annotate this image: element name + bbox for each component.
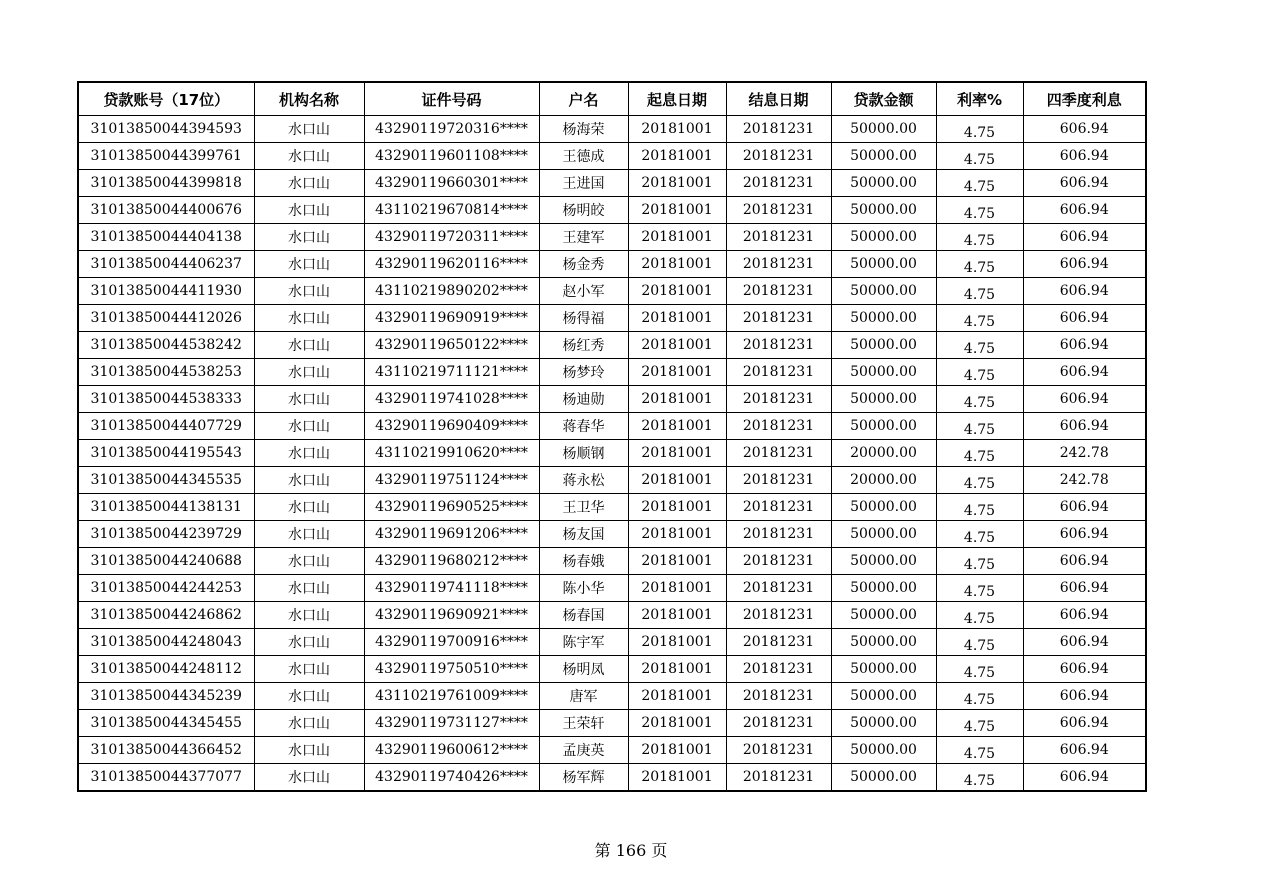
cell-q4-interest: 242.78	[1023, 467, 1146, 494]
cell-loan-account: 31013850044411930	[78, 278, 254, 305]
cell-settle-date: 20181231	[726, 143, 831, 170]
cell-q4-interest: 606.94	[1023, 413, 1146, 440]
cell-settle-date: 20181231	[726, 683, 831, 710]
interest-rate-value: 4.75	[963, 314, 996, 330]
table-row	[78, 764, 1146, 792]
interest-rate-value: 4.75	[963, 233, 996, 249]
cell-loan-amount: 50000.00	[831, 251, 936, 278]
cell-settle-date: 20181231	[726, 602, 831, 629]
cell-interest-rate	[936, 440, 1023, 467]
cell-institution: 水口山	[254, 575, 364, 602]
cell-interest-rate	[936, 467, 1023, 494]
cell-start-date: 20181001	[628, 116, 726, 143]
cell-q4-interest: 606.94	[1023, 332, 1146, 359]
table-row	[78, 413, 1146, 440]
header-institution: 机构名称	[254, 82, 364, 116]
cell-loan-amount: 50000.00	[831, 224, 936, 251]
table-row	[78, 467, 1146, 494]
cell-id-number: 43290119650122****	[364, 332, 539, 359]
cell-settle-date: 20181231	[726, 359, 831, 386]
cell-q4-interest: 606.94	[1023, 224, 1146, 251]
cell-institution: 水口山	[254, 521, 364, 548]
table-row	[78, 251, 1146, 278]
cell-institution: 水口山	[254, 359, 364, 386]
cell-loan-amount: 50000.00	[831, 413, 936, 440]
table-row	[78, 575, 1146, 602]
cell-id-number: 43290119660301****	[364, 170, 539, 197]
table-row	[78, 710, 1146, 737]
cell-id-number: 43110219670814****	[364, 197, 539, 224]
cell-settle-date: 20181231	[726, 440, 831, 467]
cell-start-date: 20181001	[628, 521, 726, 548]
cell-account-name: 王建军	[539, 224, 628, 251]
cell-interest-rate	[936, 548, 1023, 575]
cell-interest-rate	[936, 116, 1023, 143]
cell-interest-rate	[936, 386, 1023, 413]
header-q4-interest: 四季度利息	[1023, 82, 1146, 116]
cell-id-number: 43290119751124****	[364, 467, 539, 494]
cell-id-number: 43110219711121****	[364, 359, 539, 386]
interest-rate-value: 4.75	[963, 557, 996, 573]
cell-settle-date: 20181231	[726, 386, 831, 413]
interest-rate-value: 4.75	[963, 206, 996, 222]
table-row	[78, 737, 1146, 764]
cell-interest-rate	[936, 170, 1023, 197]
cell-institution: 水口山	[254, 494, 364, 521]
cell-id-number: 43110219890202****	[364, 278, 539, 305]
cell-id-number: 43110219910620****	[364, 440, 539, 467]
cell-interest-rate	[936, 683, 1023, 710]
cell-start-date: 20181001	[628, 656, 726, 683]
cell-loan-amount: 50000.00	[831, 494, 936, 521]
cell-loan-account: 31013850044248043	[78, 629, 254, 656]
cell-q4-interest: 606.94	[1023, 656, 1146, 683]
cell-start-date: 20181001	[628, 278, 726, 305]
cell-loan-account: 31013850044407729	[78, 413, 254, 440]
cell-account-name: 蒋永松	[539, 467, 628, 494]
cell-institution: 水口山	[254, 305, 364, 332]
cell-institution: 水口山	[254, 116, 364, 143]
cell-start-date: 20181001	[628, 467, 726, 494]
interest-rate-value: 4.75	[963, 584, 996, 600]
cell-account-name: 杨明皎	[539, 197, 628, 224]
cell-loan-amount: 50000.00	[831, 305, 936, 332]
header-loan-account: 贷款账号（17位）	[78, 82, 254, 116]
cell-settle-date: 20181231	[726, 278, 831, 305]
cell-institution: 水口山	[254, 440, 364, 467]
cell-q4-interest: 606.94	[1023, 116, 1146, 143]
cell-account-name: 杨金秀	[539, 251, 628, 278]
cell-loan-amount: 50000.00	[831, 710, 936, 737]
cell-loan-account: 31013850044244253	[78, 575, 254, 602]
cell-loan-account: 31013850044538242	[78, 332, 254, 359]
cell-institution: 水口山	[254, 467, 364, 494]
cell-start-date: 20181001	[628, 575, 726, 602]
cell-settle-date: 20181231	[726, 656, 831, 683]
cell-institution: 水口山	[254, 332, 364, 359]
cell-id-number: 43290119620116****	[364, 251, 539, 278]
cell-q4-interest: 606.94	[1023, 143, 1146, 170]
cell-loan-account: 31013850044138131	[78, 494, 254, 521]
cell-interest-rate	[936, 359, 1023, 386]
header-start-date: 起息日期	[628, 82, 726, 116]
cell-settle-date: 20181231	[726, 467, 831, 494]
interest-rate-value: 4.75	[963, 287, 996, 303]
cell-loan-amount: 20000.00	[831, 467, 936, 494]
cell-interest-rate	[936, 764, 1023, 792]
interest-rate-value: 4.75	[963, 449, 996, 465]
cell-q4-interest: 606.94	[1023, 602, 1146, 629]
cell-settle-date: 20181231	[726, 251, 831, 278]
interest-rate-value: 4.75	[963, 341, 996, 357]
cell-start-date: 20181001	[628, 413, 726, 440]
cell-start-date: 20181001	[628, 305, 726, 332]
cell-id-number: 43290119720316****	[364, 116, 539, 143]
cell-interest-rate	[936, 629, 1023, 656]
cell-id-number: 43290119601108****	[364, 143, 539, 170]
loan-interest-table	[77, 81, 1147, 792]
cell-loan-account: 31013850044345535	[78, 467, 254, 494]
cell-settle-date: 20181231	[726, 305, 831, 332]
cell-q4-interest: 606.94	[1023, 575, 1146, 602]
cell-loan-account: 31013850044345239	[78, 683, 254, 710]
table-row	[78, 440, 1146, 467]
cell-id-number: 43290119690525****	[364, 494, 539, 521]
cell-loan-amount: 50000.00	[831, 332, 936, 359]
cell-id-number: 43290119691206****	[364, 521, 539, 548]
cell-id-number: 43290119600612****	[364, 737, 539, 764]
cell-account-name: 杨顺钢	[539, 440, 628, 467]
cell-institution: 水口山	[254, 386, 364, 413]
cell-loan-account: 31013850044399818	[78, 170, 254, 197]
cell-interest-rate	[936, 413, 1023, 440]
cell-q4-interest: 606.94	[1023, 764, 1146, 792]
cell-account-name: 王德成	[539, 143, 628, 170]
cell-settle-date: 20181231	[726, 224, 831, 251]
cell-start-date: 20181001	[628, 602, 726, 629]
cell-start-date: 20181001	[628, 683, 726, 710]
cell-interest-rate	[936, 575, 1023, 602]
cell-institution: 水口山	[254, 224, 364, 251]
table-row	[78, 629, 1146, 656]
cell-loan-account: 31013850044404138	[78, 224, 254, 251]
cell-loan-account: 31013850044366452	[78, 737, 254, 764]
cell-q4-interest: 606.94	[1023, 548, 1146, 575]
cell-loan-amount: 50000.00	[831, 548, 936, 575]
cell-loan-amount: 20000.00	[831, 440, 936, 467]
page-number: 第 166 页	[594, 841, 668, 860]
interest-rate-value: 4.75	[963, 395, 996, 411]
cell-loan-amount: 50000.00	[831, 197, 936, 224]
cell-id-number: 43290119740426****	[364, 764, 539, 792]
cell-institution: 水口山	[254, 629, 364, 656]
cell-q4-interest: 606.94	[1023, 737, 1146, 764]
header-id-number: 证件号码	[364, 82, 539, 116]
interest-rate-value: 4.75	[963, 125, 996, 141]
cell-account-name: 赵小军	[539, 278, 628, 305]
cell-start-date: 20181001	[628, 629, 726, 656]
cell-q4-interest: 606.94	[1023, 359, 1146, 386]
cell-start-date: 20181001	[628, 494, 726, 521]
cell-institution: 水口山	[254, 197, 364, 224]
table-row	[78, 278, 1146, 305]
cell-loan-account: 31013850044246862	[78, 602, 254, 629]
cell-settle-date: 20181231	[726, 737, 831, 764]
cell-loan-amount: 50000.00	[831, 521, 936, 548]
cell-loan-account: 31013850044248112	[78, 656, 254, 683]
cell-q4-interest: 606.94	[1023, 305, 1146, 332]
cell-loan-account: 31013850044195543	[78, 440, 254, 467]
interest-rate-value: 4.75	[963, 152, 996, 168]
cell-q4-interest: 606.94	[1023, 386, 1146, 413]
cell-account-name: 唐军	[539, 683, 628, 710]
cell-id-number: 43290119700916****	[364, 629, 539, 656]
cell-id-number: 43290119690409****	[364, 413, 539, 440]
cell-q4-interest: 606.94	[1023, 629, 1146, 656]
cell-settle-date: 20181231	[726, 710, 831, 737]
table-row	[78, 521, 1146, 548]
cell-interest-rate	[936, 737, 1023, 764]
cell-loan-account: 31013850044538333	[78, 386, 254, 413]
cell-id-number: 43290119741028****	[364, 386, 539, 413]
cell-institution: 水口山	[254, 548, 364, 575]
interest-rate-value: 4.75	[963, 665, 996, 681]
cell-interest-rate	[936, 602, 1023, 629]
cell-loan-amount: 50000.00	[831, 602, 936, 629]
cell-loan-amount: 50000.00	[831, 143, 936, 170]
cell-loan-amount: 50000.00	[831, 683, 936, 710]
cell-loan-amount: 50000.00	[831, 575, 936, 602]
table-row	[78, 656, 1146, 683]
cell-interest-rate	[936, 251, 1023, 278]
cell-loan-account: 31013850044239729	[78, 521, 254, 548]
cell-start-date: 20181001	[628, 710, 726, 737]
cell-interest-rate	[936, 197, 1023, 224]
table-row	[78, 548, 1146, 575]
cell-loan-amount: 50000.00	[831, 278, 936, 305]
interest-rate-value: 4.75	[963, 368, 996, 384]
cell-q4-interest: 606.94	[1023, 251, 1146, 278]
cell-start-date: 20181001	[628, 224, 726, 251]
cell-q4-interest: 606.94	[1023, 170, 1146, 197]
cell-institution: 水口山	[254, 683, 364, 710]
cell-interest-rate	[936, 332, 1023, 359]
cell-interest-rate	[936, 710, 1023, 737]
cell-id-number: 43290119731127****	[364, 710, 539, 737]
cell-settle-date: 20181231	[726, 521, 831, 548]
cell-q4-interest: 606.94	[1023, 521, 1146, 548]
header-row	[78, 82, 1146, 116]
cell-account-name: 杨梦玲	[539, 359, 628, 386]
cell-settle-date: 20181231	[726, 764, 831, 792]
cell-interest-rate	[936, 521, 1023, 548]
cell-account-name: 陈小华	[539, 575, 628, 602]
cell-account-name: 杨迪勋	[539, 386, 628, 413]
cell-id-number: 43290119741118****	[364, 575, 539, 602]
cell-account-name: 杨红秀	[539, 332, 628, 359]
table-row	[78, 602, 1146, 629]
cell-settle-date: 20181231	[726, 197, 831, 224]
cell-institution: 水口山	[254, 710, 364, 737]
cell-loan-amount: 50000.00	[831, 116, 936, 143]
cell-account-name: 蒋春华	[539, 413, 628, 440]
cell-account-name: 王荣轩	[539, 710, 628, 737]
cell-start-date: 20181001	[628, 440, 726, 467]
cell-institution: 水口山	[254, 170, 364, 197]
cell-institution: 水口山	[254, 764, 364, 792]
cell-settle-date: 20181231	[726, 332, 831, 359]
cell-id-number: 43290119690919****	[364, 305, 539, 332]
interest-rate-value: 4.75	[963, 611, 996, 627]
interest-rate-value: 4.75	[963, 692, 996, 708]
cell-account-name: 王卫华	[539, 494, 628, 521]
cell-account-name: 杨军辉	[539, 764, 628, 792]
cell-settle-date: 20181231	[726, 413, 831, 440]
cell-id-number: 43290119690921****	[364, 602, 539, 629]
cell-start-date: 20181001	[628, 197, 726, 224]
interest-rate-value: 4.75	[963, 476, 996, 492]
cell-start-date: 20181001	[628, 548, 726, 575]
cell-loan-account: 31013850044399761	[78, 143, 254, 170]
cell-account-name: 杨春娥	[539, 548, 628, 575]
cell-start-date: 20181001	[628, 737, 726, 764]
cell-start-date: 20181001	[628, 251, 726, 278]
cell-account-name: 王进国	[539, 170, 628, 197]
cell-loan-amount: 50000.00	[831, 359, 936, 386]
table-row	[78, 494, 1146, 521]
table-row	[78, 305, 1146, 332]
cell-interest-rate	[936, 494, 1023, 521]
cell-institution: 水口山	[254, 143, 364, 170]
cell-loan-account: 31013850044412026	[78, 305, 254, 332]
interest-rate-value: 4.75	[963, 179, 996, 195]
cell-start-date: 20181001	[628, 170, 726, 197]
cell-loan-amount: 50000.00	[831, 737, 936, 764]
cell-start-date: 20181001	[628, 332, 726, 359]
cell-q4-interest: 606.94	[1023, 494, 1146, 521]
cell-loan-account: 31013850044240688	[78, 548, 254, 575]
interest-rate-value: 4.75	[963, 746, 996, 762]
cell-id-number: 43290119680212****	[364, 548, 539, 575]
cell-institution: 水口山	[254, 656, 364, 683]
table-row	[78, 170, 1146, 197]
cell-q4-interest: 242.78	[1023, 440, 1146, 467]
table-row	[78, 683, 1146, 710]
cell-id-number: 43290119720311****	[364, 224, 539, 251]
cell-interest-rate	[936, 305, 1023, 332]
cell-start-date: 20181001	[628, 764, 726, 792]
cell-account-name: 陈宇军	[539, 629, 628, 656]
cell-loan-amount: 50000.00	[831, 386, 936, 413]
cell-loan-account: 31013850044394593	[78, 116, 254, 143]
header-interest-rate: 利率%	[936, 82, 1023, 116]
cell-account-name: 杨明凤	[539, 656, 628, 683]
cell-loan-account: 31013850044400676	[78, 197, 254, 224]
table-row	[78, 332, 1146, 359]
cell-interest-rate	[936, 656, 1023, 683]
cell-institution: 水口山	[254, 278, 364, 305]
cell-settle-date: 20181231	[726, 170, 831, 197]
cell-start-date: 20181001	[628, 143, 726, 170]
interest-rate-value: 4.75	[963, 638, 996, 654]
cell-id-number: 43110219761009****	[364, 683, 539, 710]
cell-settle-date: 20181231	[726, 116, 831, 143]
header-settle-date: 结息日期	[726, 82, 831, 116]
cell-q4-interest: 606.94	[1023, 197, 1146, 224]
cell-institution: 水口山	[254, 737, 364, 764]
cell-loan-account: 31013850044345455	[78, 710, 254, 737]
interest-rate-value: 4.75	[963, 719, 996, 735]
table-row	[78, 224, 1146, 251]
cell-q4-interest: 606.94	[1023, 278, 1146, 305]
interest-rate-value: 4.75	[963, 773, 996, 789]
cell-settle-date: 20181231	[726, 575, 831, 602]
header-account-name: 户名	[539, 82, 628, 116]
cell-start-date: 20181001	[628, 359, 726, 386]
cell-loan-account: 31013850044406237	[78, 251, 254, 278]
table-row	[78, 197, 1146, 224]
cell-loan-amount: 50000.00	[831, 629, 936, 656]
cell-loan-amount: 50000.00	[831, 764, 936, 792]
table-row	[78, 386, 1146, 413]
table-body	[78, 116, 1146, 792]
cell-account-name: 杨友国	[539, 521, 628, 548]
cell-loan-amount: 50000.00	[831, 656, 936, 683]
header-loan-amount: 贷款金额	[831, 82, 936, 116]
cell-account-name: 孟庚英	[539, 737, 628, 764]
cell-institution: 水口山	[254, 251, 364, 278]
cell-loan-account: 31013850044538253	[78, 359, 254, 386]
cell-q4-interest: 606.94	[1023, 683, 1146, 710]
interest-rate-value: 4.75	[963, 530, 996, 546]
cell-interest-rate	[936, 224, 1023, 251]
cell-account-name: 杨海荣	[539, 116, 628, 143]
cell-account-name: 杨春国	[539, 602, 628, 629]
cell-settle-date: 20181231	[726, 629, 831, 656]
cell-institution: 水口山	[254, 602, 364, 629]
cell-settle-date: 20181231	[726, 494, 831, 521]
cell-interest-rate	[936, 143, 1023, 170]
table-row	[78, 143, 1146, 170]
interest-rate-value: 4.75	[963, 260, 996, 276]
cell-id-number: 43290119750510****	[364, 656, 539, 683]
cell-start-date: 20181001	[628, 386, 726, 413]
cell-settle-date: 20181231	[726, 548, 831, 575]
interest-rate-value: 4.75	[963, 422, 996, 438]
table-row	[78, 116, 1146, 143]
table-row	[78, 359, 1146, 386]
cell-interest-rate	[936, 278, 1023, 305]
cell-account-name: 杨得福	[539, 305, 628, 332]
cell-loan-account: 31013850044377077	[78, 764, 254, 792]
cell-loan-amount: 50000.00	[831, 170, 936, 197]
cell-institution: 水口山	[254, 413, 364, 440]
cell-q4-interest: 606.94	[1023, 710, 1146, 737]
interest-rate-value: 4.75	[963, 503, 996, 519]
